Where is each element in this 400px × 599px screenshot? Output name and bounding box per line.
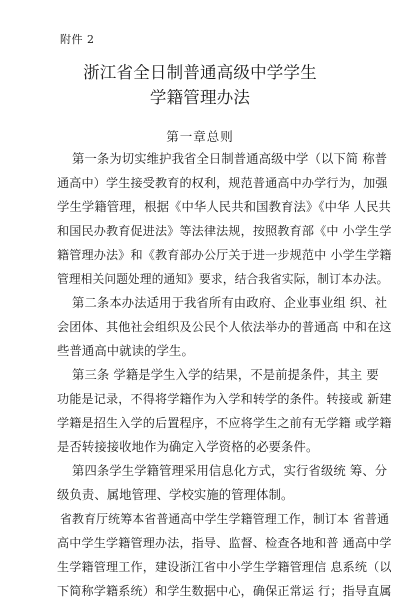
attachment-label: 附件 2 (60, 33, 95, 46)
body-line: 些普通高中就读的学生。 (57, 344, 194, 358)
body-line: 第三条 学籍是学生入学的结果，不是前提条件，其主 要 (72, 368, 379, 382)
body-line: 功能是记录，不得将学籍作为入学和转学的条件。转接或 新建 (57, 392, 392, 406)
body-line: 下简称学籍系统）和学生数据中心，确保正常运 行；指导直属 (57, 584, 392, 598)
body-line: 级负责、属地管理、学校实施的管理体制。 (57, 488, 294, 502)
body-line: 通高中）学生接受教育的权利，规范普通高中办学行为，加强 (57, 176, 388, 190)
body-line: 管理相关问题处理的通知》要求，结合我省实际，制订本办法。 (57, 272, 389, 286)
body-line: 省教育厅统筹本省普通高中学生学籍管理工作，制订本 省普通 (60, 512, 390, 526)
body-line: 是否转接接收地作为确定入学资格的必要条件。 (57, 440, 319, 454)
body-line: 第一条为切实维护我省全日制普通高级中学（以下简 称普 (72, 152, 388, 166)
body-line: 学生学籍管理，根据《中华人民共和国教育法》《中华 人民共 (57, 200, 391, 214)
body-line: 高中学生学籍管理办法，指导、监督、检查各地和普 通高中学 (57, 536, 392, 550)
chapter-heading: 第一章总则 (166, 129, 234, 144)
body-line: 学籍是招生入学的后置程序，不应将学生之前有无学籍 或学籍 (57, 416, 392, 430)
body-line: 第四条学生学籍管理采用信息化方式，实行省级统 筹、分 (72, 464, 388, 478)
body-line: 会团体、其他社会组织及公民个人依法举办的普通高 中和在这 (57, 320, 392, 334)
document-title-line-2: 学籍管理办法 (149, 88, 251, 107)
body-line: 第二条本办法适用于我省所有由政府、企业事业组 织、社 (72, 296, 388, 310)
body-line: 籍管理办法》和《教育部办公厅关于进一步规范中 小学生学籍 (57, 248, 392, 262)
body-line: 生学籍管理工作，建设浙江省中小学生学籍管理信 息系统（以 (57, 560, 392, 574)
document-title-line-1: 浙江省全日制普通高级中学学生 (83, 63, 317, 82)
body-line: 和国民办教育促进法》等法律法规，按照教育部《中 小学生学 (57, 224, 392, 238)
